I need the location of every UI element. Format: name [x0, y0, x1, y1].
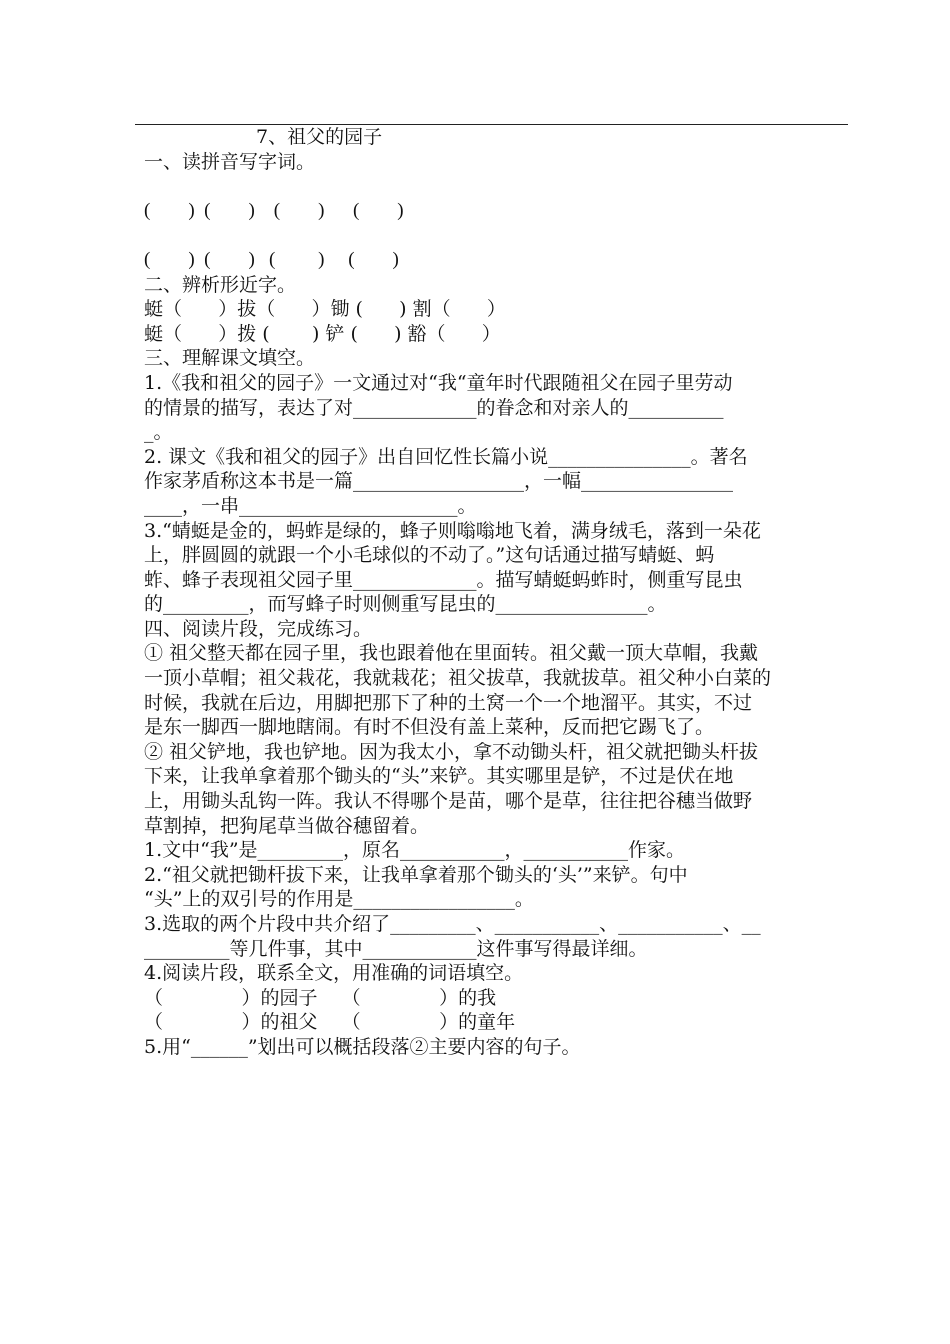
- reading-q1[interactable]: 1.文中“我”是_________，原名___________，___________作家。: [144, 839, 686, 862]
- similar-chars-row-1[interactable]: 蜓（ ）拔（ ）锄 ( ) 割（ ）: [144, 298, 506, 321]
- reading-q3-line1[interactable]: 3.选取的两个片段中共介绍了_________、___________、___________、__: [144, 913, 761, 935]
- section4-heading: 四、阅读片段，完成练习。: [144, 617, 373, 640]
- passage1-line1: ① 祖父整天都在园子里，我也跟着他在里面转。祖父戴一顶大草帽，我戴: [144, 642, 759, 665]
- answer-blanks-row-2[interactable]: ( ) ( ) ( ) ( ): [144, 248, 399, 270]
- fill-q3-line1: 3.“蜻蜓是金的，蚂蚱是绿的，蜂子则嗡嗡地飞着，满身绒毛，落到一朵花: [144, 519, 761, 542]
- section1-heading: 一、读拼音写字词。: [144, 150, 316, 173]
- similar-chars-row-2[interactable]: 蜓（ ）拨 ( ) 铲 ( ) 豁（ ）: [144, 322, 501, 345]
- pinyin-row-2: [144, 223, 840, 248]
- reading-q4-row1[interactable]: （ ）的园子 （ ）的我: [144, 986, 497, 1009]
- reading-q2-line2[interactable]: “头”上的双引号的作用是_________________。: [144, 888, 534, 911]
- section2-heading: 二、辨析形近字。: [144, 273, 297, 296]
- fill-q1-line2[interactable]: 的情景的描写，表达了对_____________的眷念和对亲人的__________: [144, 396, 724, 419]
- passage2-line1: ② 祖父铲地，我也铲地。因为我太小，拿不动锄头杆，祖父就把锄头杆拔: [144, 740, 759, 763]
- section3-heading: 三、理解课文填空。: [144, 347, 316, 370]
- fill-q1-line3[interactable]: _。: [144, 421, 173, 444]
- fill-q1-line1: 1.《我和祖父的园子》一文通过对“我“童年时代跟随祖父在园子里劳动: [144, 371, 733, 394]
- fill-q2-line2[interactable]: 作家茅盾称这本书是一篇__________________，一幅________________: [144, 470, 734, 493]
- fill-q3-line2: 上，胖圆圆的就跟一个小毛球似的不动了。”这句话通过描写蜻蜓、蚂: [144, 544, 715, 567]
- fill-q2-line1[interactable]: 2. 课文《我和祖父的园子》出自回忆性长篇小说_______________。著名: [144, 445, 748, 468]
- worksheet: [144, 125, 840, 1060]
- passage2-line2: 下来，让我单拿着那个锄头的“头”来铲。其实哪里是铲，不过是伏在地: [144, 765, 734, 788]
- fill-q2-line3[interactable]: ____，一串_______________________。: [144, 494, 477, 517]
- passage1-line2: 一顶小草帽；祖父栽花，我就栽花；祖父拔草，我就拔草。祖父种小白菜的: [144, 667, 772, 690]
- reading-q2-line1: 2.“祖父就把锄杆拔下来，让我单拿着那个锄头的‘头’”来铲。句中: [144, 863, 688, 886]
- reading-q4-row2[interactable]: （ ）的祖父 （ ）的童年: [144, 1011, 516, 1034]
- fill-q3-line4[interactable]: 的_________，而写蜂子时则侧重写昆虫的________________。: [144, 593, 667, 616]
- answer-blanks-row-1[interactable]: ( ) ( ) ( ) ( ): [144, 199, 404, 221]
- passage1-line4: 是东一脚西一脚地瞎闹。有时不但没有盖上菜种，反而把它踢飞了。: [144, 716, 715, 739]
- passage1-line3: 时候，我就在后边，用脚把那下了种的土窝一个一个地溜平。其实，不过: [144, 691, 753, 714]
- pinyin-row-1: [144, 174, 840, 199]
- reading-q4-heading: 4.阅读片段，联系全文，用准确的词语填空。: [144, 962, 524, 985]
- passage2-line3: 上，用锄头乱钩一阵。我认不得哪个是苗，哪个是草，往往把谷穗当做野: [144, 790, 753, 813]
- page-title: 7、祖父的园子: [256, 126, 383, 148]
- reading-q3-line2[interactable]: _________等几件事，其中____________这件事写得最详细。: [144, 937, 648, 960]
- reading-q5: 5.用“______”划出可以概括段落②主要内容的句子。: [144, 1035, 581, 1058]
- passage2-line4: 草割掉，把狗尾草当做谷穗留着。: [144, 814, 430, 837]
- fill-q3-line3[interactable]: 蚱、蜂子表现祖父园子里_____________。描写蜻蜓蚂蚱时，侧重写昆虫: [144, 568, 743, 591]
